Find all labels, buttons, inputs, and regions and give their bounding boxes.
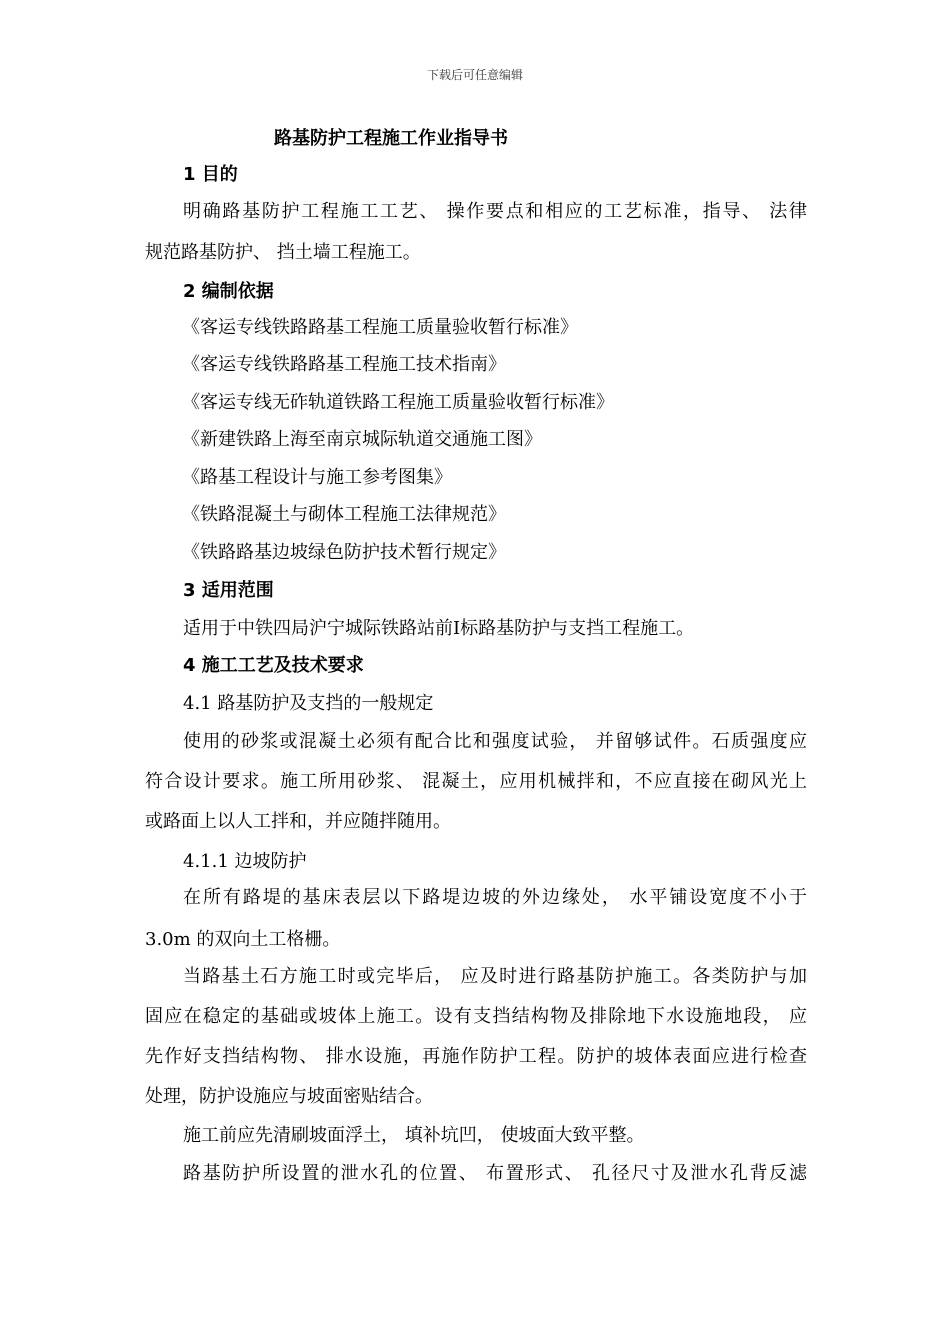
section-heading-basis: 2 编制依据 xyxy=(183,281,274,302)
reference-item: 《铁路路基边坡绿色防护技术暂行规定》 xyxy=(182,542,506,563)
paragraph-line: 符合设计要求。施工所用砂浆、 混凝土，应用机械拌和，不应直接在砌风光上 xyxy=(145,771,807,792)
paragraph-line: 使用的砂浆或混凝土必须有配合比和强度试验， 并留够试件。石质强度应 xyxy=(183,731,807,752)
paragraph-line: 先作好支挡结构物、 排水设施，再施作防护工程。防护的坡体表面应进行检查 xyxy=(145,1046,807,1067)
paragraph-line: 明确路基防护工程施工工艺、 操作要点和相应的工艺标准，指导、 法律 xyxy=(183,201,807,222)
document-title: 路基防护工程施工作业指导书 xyxy=(274,128,508,149)
reference-item: 《客运专线铁路路基工程施工质量验收暂行标准》 xyxy=(182,317,578,338)
paragraph-line: 适用于中铁四局沪宁城际铁路站前Ⅰ标路基防护与支挡工程施工。 xyxy=(183,618,695,639)
paragraph-line: 固应在稳定的基础或坡体上施工。设有支挡结构物及排除地下水设施地段， 应 xyxy=(145,1006,807,1027)
paragraph-line: 在所有路堤的基床表层以下路堤边坡的外边缘处， 水平铺设宽度不小于 xyxy=(183,887,807,908)
paragraph-line: 规范路基防护、 挡土墙工程施工。 xyxy=(145,242,421,263)
page-header-note: 下载后可任意编辑 xyxy=(426,68,523,82)
section-heading-process: 4 施工工艺及技术要求 xyxy=(183,655,364,676)
paragraph-line: 或路面上以人工拌和，并应随拌随用。 xyxy=(145,811,451,832)
paragraph-line: 路基防护所设置的泄水孔的位置、 布置形式、 孔径尺寸及泄水孔背反滤 xyxy=(183,1163,807,1184)
reference-item: 《铁路混凝土与砌体工程施工法律规范》 xyxy=(182,504,506,525)
paragraph-line: 当路基土石方施工时或完毕后， 应及时进行路基防护施工。各类防护与加 xyxy=(183,966,807,987)
reference-item: 《路基工程设计与施工参考图集》 xyxy=(182,467,452,488)
reference-item: 《新建铁路上海至南京城际轨道交通施工图》 xyxy=(182,429,542,450)
reference-item: 《客运专线无砟轨道铁路工程施工质量验收暂行标准》 xyxy=(182,392,614,413)
reference-item: 《客运专线铁路路基工程施工技术指南》 xyxy=(182,354,506,375)
paragraph-line: 3.0m 的双向土工格栅。 xyxy=(145,929,341,950)
paragraph-line: 施工前应先清刷坡面浮土， 填补坑凹， 使坡面大致平整。 xyxy=(183,1125,645,1146)
paragraph-line: 处理，防护设施应与坡面密贴结合。 xyxy=(145,1086,433,1107)
subsection-heading-4-1-1: 4.1.1 边坡防护 xyxy=(183,851,307,872)
subsection-heading-4-1: 4.1 路基防护及支挡的一般规定 xyxy=(183,693,434,714)
section-heading-scope: 3 适用范围 xyxy=(183,580,274,601)
section-heading-purpose: 1 目的 xyxy=(183,164,238,185)
